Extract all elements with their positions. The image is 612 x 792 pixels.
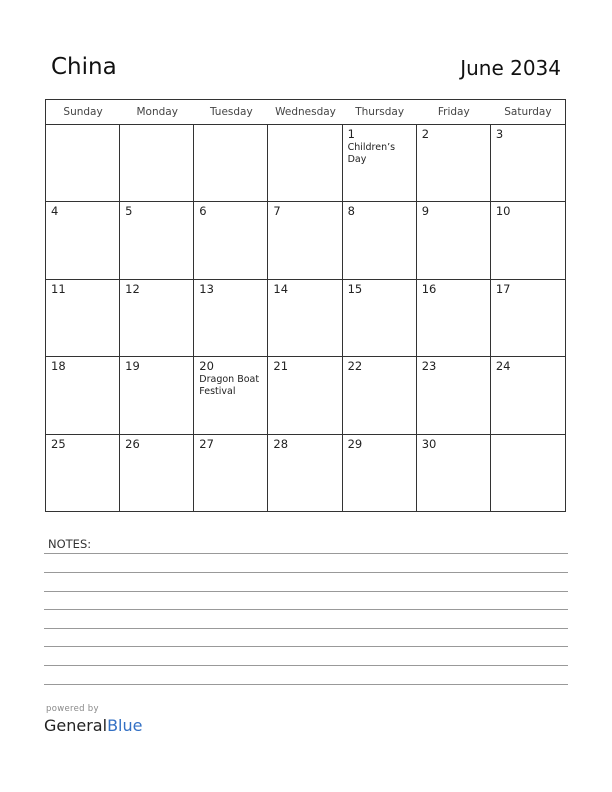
weekday-header: [46, 100, 565, 125]
day-cell: [120, 202, 194, 279]
day-cell: [268, 202, 342, 279]
calendar-country: China: [51, 54, 117, 80]
day-number: 2: [421, 127, 430, 141]
day-cell: [194, 435, 268, 512]
day-cell: [343, 280, 417, 357]
day-number: 1: [347, 127, 355, 141]
day-cell: [46, 202, 120, 279]
day-number: 10: [495, 204, 511, 219]
day-number: 18: [51, 359, 66, 374]
note-line: [44, 609, 568, 610]
day-number: 13: [199, 281, 214, 296]
day-cell: [120, 435, 194, 512]
brand-general: General: [44, 716, 108, 735]
day-cell: [46, 280, 120, 357]
day-cell: [268, 357, 342, 434]
day-number: 28: [273, 436, 289, 451]
day-number: 4: [51, 204, 59, 219]
weekday-thursday: Thursday: [355, 106, 405, 118]
note-line: [44, 665, 568, 666]
day-cell: [417, 125, 491, 202]
day-number: 9: [421, 204, 430, 219]
day-cell: [417, 357, 491, 434]
day-number: 21: [273, 359, 289, 374]
day-number: 11: [51, 281, 66, 296]
day-cell: [194, 125, 268, 202]
day-cell: [491, 357, 565, 434]
day-cell: [343, 202, 417, 279]
day-number: 17: [495, 281, 511, 296]
day-cell: [194, 357, 268, 434]
weekday-friday: Friday: [437, 106, 470, 118]
day-number: 8: [347, 204, 355, 219]
generalblue-logo[interactable]: [44, 716, 142, 735]
day-cell: [268, 435, 342, 512]
day-number: 24: [495, 359, 511, 374]
day-cell: [491, 202, 565, 279]
day-number: 12: [125, 281, 140, 296]
day-number: 6: [199, 204, 207, 219]
holiday-label: Dragon Boat Festival: [199, 374, 260, 398]
day-cell: [343, 125, 417, 202]
note-line: [44, 628, 568, 629]
day-cell: [268, 125, 342, 202]
brand-blue: Blue: [107, 716, 143, 735]
day-number: 15: [347, 281, 363, 296]
day-number: 14: [273, 281, 289, 296]
day-cell: [491, 125, 565, 202]
day-number: 7: [273, 204, 281, 219]
day-number: 29: [347, 436, 363, 451]
note-line: [44, 572, 568, 573]
day-number: 16: [421, 281, 437, 296]
day-cell: [343, 357, 417, 434]
note-line: [44, 591, 568, 592]
day-cell: [491, 435, 565, 512]
weekday-wednesday: Wednesday: [275, 106, 336, 118]
weekday-monday: Monday: [136, 106, 178, 118]
note-line: [44, 646, 568, 647]
day-cell: [343, 435, 417, 512]
day-number: 23: [421, 359, 437, 374]
day-cell: [46, 435, 120, 512]
day-cell: [417, 280, 491, 357]
notes-label: NOTES:: [48, 537, 92, 551]
day-cell: [194, 280, 268, 357]
day-number: 25: [51, 436, 66, 451]
day-number: 22: [347, 359, 363, 374]
holiday-label: Children’s Day: [347, 142, 396, 165]
day-cell: [417, 202, 491, 279]
day-number: 20: [199, 359, 214, 374]
powered-by-text: powered by: [46, 704, 99, 714]
day-number: 26: [125, 436, 140, 451]
day-number: 30: [421, 436, 437, 451]
weekday-sunday: Sunday: [63, 106, 103, 118]
day-grid: [46, 125, 565, 512]
day-cell: [120, 280, 194, 357]
day-cell: [46, 357, 120, 434]
day-cell: [417, 435, 491, 512]
day-number: 5: [125, 204, 133, 219]
calendar-grid: [45, 99, 566, 512]
day-cell: [268, 280, 342, 357]
day-cell: [120, 357, 194, 434]
day-cell: [194, 202, 268, 279]
day-cell: [120, 125, 194, 202]
note-line: [44, 553, 568, 554]
calendar-month-year: June 2034: [460, 56, 561, 80]
day-number: 19: [125, 359, 140, 374]
day-number: 3: [495, 127, 504, 141]
weekday-saturday: Saturday: [504, 106, 552, 118]
weekday-tuesday: Tuesday: [209, 106, 253, 118]
day-number: 27: [199, 436, 214, 451]
day-cell: [46, 125, 120, 202]
note-line: [44, 684, 568, 685]
day-cell: [491, 280, 565, 357]
